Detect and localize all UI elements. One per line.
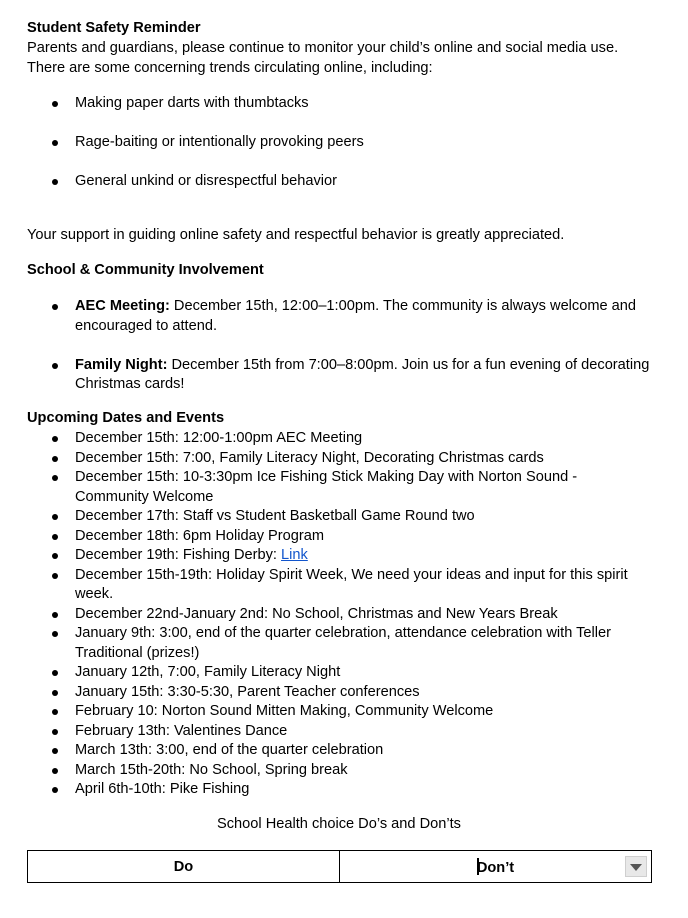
bullet-icon	[52, 670, 58, 676]
bullet-icon	[52, 553, 58, 559]
health-table-caption: School Health choice Do’s and Don’ts	[217, 816, 461, 832]
list-item: Making paper darts with thumbtacks	[27, 94, 657, 114]
list-item: December 15th: 7:00, Family Literacy Night, Decorating Christmas cards	[27, 449, 657, 469]
bullet-icon	[52, 690, 58, 696]
list-item: April 6th-10th: Pike Fishing	[27, 780, 657, 800]
bullet-icon	[52, 631, 58, 637]
list-item: December 15th-19th: Holiday Spirit Week, We need your ideas and input for this spirit week.	[27, 566, 657, 605]
list-item: March 13th: 3:00, end of the quarter celebration	[27, 741, 657, 761]
health-choices-table	[27, 850, 652, 883]
list-item: December 18th: 6pm Holiday Program	[27, 527, 657, 547]
bullet-icon	[52, 179, 58, 185]
list-item: General unkind or disrespectful behavior	[27, 172, 657, 192]
bullet-icon	[52, 612, 58, 618]
bullet-icon	[52, 787, 58, 793]
list-item: March 15th-20th: No School, Spring break	[27, 761, 657, 781]
safety-heading: Student Safety Reminder	[27, 20, 201, 36]
list-item: February 10: Norton Sound Mitten Making, Community Welcome	[27, 702, 657, 722]
list-item: December 22nd-January 2nd: No School, Christmas and New Years Break	[27, 605, 657, 625]
involvement-list	[27, 297, 657, 395]
cell-dropdown-button[interactable]	[625, 856, 647, 877]
list-item: January 12th, 7:00, Family Literacy Night	[27, 663, 657, 683]
bullet-icon	[52, 768, 58, 774]
chevron-down-icon	[630, 864, 642, 871]
safety-closing: Your support in guiding online safety and respectful behavior is greatly appreciated.	[27, 227, 565, 243]
list-item: January 15th: 3:30-5:30, Parent Teacher conferences	[27, 683, 657, 703]
list-item: Rage-baiting or intentionally provoking peers	[27, 133, 657, 153]
safety-intro: Parents and guardians, please continue to monitor your child’s online and social media use. There are some concerning trends circulating online, including:	[27, 40, 619, 76]
column-header-do[interactable]: Do	[28, 851, 340, 883]
bullet-icon	[52, 475, 58, 481]
events-list	[27, 429, 657, 800]
safety-trends-list	[27, 94, 657, 192]
bullet-icon	[52, 304, 58, 310]
list-item: January 9th: 3:00, end of the quarter celebration, attendance celebration with Teller Traditional (prizes!)	[27, 624, 657, 663]
bullet-icon	[52, 534, 58, 540]
list-item: AEC Meeting: December 15th, 12:00–1:00pm. The community is always welcome and encouraged to attend.	[27, 297, 657, 336]
bullet-icon	[52, 140, 58, 146]
list-item: February 13th: Valentines Dance	[27, 722, 657, 742]
bullet-icon	[52, 363, 58, 369]
bullet-icon	[52, 748, 58, 754]
list-item: December 15th: 10-3:30pm Ice Fishing Stick Making Day with Norton Sound - Community Welcome	[27, 468, 657, 507]
list-item: December 19th: Fishing Derby: Link	[27, 546, 657, 566]
bullet-icon	[52, 729, 58, 735]
fishing-derby-link[interactable]: Link	[281, 547, 308, 563]
involvement-heading: School & Community Involvement	[27, 262, 264, 278]
bullet-icon	[52, 709, 58, 715]
bullet-icon	[52, 514, 58, 520]
events-heading: Upcoming Dates and Events	[27, 410, 225, 426]
list-item: Family Night: December 15th from 7:00–8:00pm. Join us for a fun evening of decorating Christmas cards!	[27, 356, 657, 395]
bullet-icon	[52, 456, 58, 462]
bullet-icon	[52, 101, 58, 107]
list-item: December 17th: Staff vs Student Basketball Game Round two	[27, 507, 657, 527]
bullet-icon	[52, 436, 58, 442]
bullet-icon	[52, 573, 58, 579]
column-header-dont[interactable]: Don’t	[340, 851, 652, 883]
list-item: December 15th: 12:00-1:00pm AEC Meeting	[27, 429, 657, 449]
